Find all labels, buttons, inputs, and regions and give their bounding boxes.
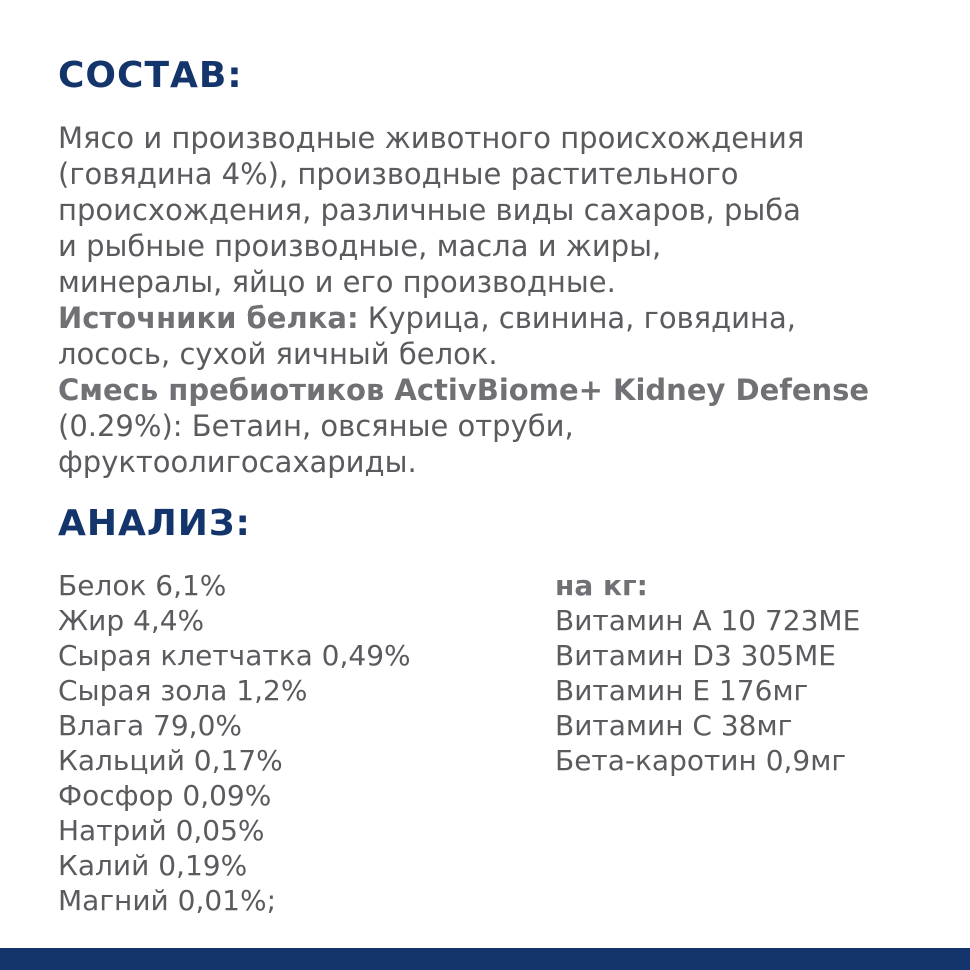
analysis-item: Натрий 0,05% bbox=[58, 814, 265, 847]
bottom-bar bbox=[0, 948, 970, 970]
analysis-heading: АНАЛИЗ: bbox=[58, 503, 251, 544]
composition-line: происхождения, различные виды сахаров, рыба bbox=[58, 193, 801, 227]
composition-line: минералы, яйцо и его производные. bbox=[58, 265, 616, 299]
prebiotics-line: (0.29%): Бетаин, овсяные отруби, bbox=[58, 409, 574, 443]
composition-heading: СОСТАВ: bbox=[58, 55, 243, 96]
prebiotics-line: фруктоолигосахариды. bbox=[58, 445, 417, 479]
vitamin-item: Бета-каротин 0,9мг bbox=[555, 744, 847, 777]
analysis-item: Белок 6,1% bbox=[58, 569, 227, 602]
protein-sources-label: Источники белка: bbox=[58, 301, 359, 335]
composition-line: Мясо и производные животного происхождения bbox=[58, 121, 805, 155]
prebiotics-label: Смесь пребиотиков ActivBiome+ Kidney Defense bbox=[58, 373, 870, 407]
analysis-item: Сырая клетчатка 0,49% bbox=[58, 639, 411, 672]
vitamin-item: Витамин А 10 723МЕ bbox=[555, 604, 861, 637]
analysis-item: Жир 4,4% bbox=[58, 604, 205, 637]
analysis-item: Кальций 0,17% bbox=[58, 744, 283, 777]
composition-text bbox=[58, 120, 948, 480]
analysis-item: Магний 0,01%; bbox=[58, 884, 277, 917]
analysis-item: Сырая зола 1,2% bbox=[58, 674, 308, 707]
composition-line: и рыбные производные, масла и жиры, bbox=[58, 229, 662, 263]
composition-line: (говядина 4%), производные растительного bbox=[58, 157, 739, 191]
vitamin-item: Витамин Е 176мг bbox=[555, 674, 809, 707]
per-kg-header: на кг: bbox=[555, 569, 648, 602]
protein-sources-text: Курица, свинина, говядина, bbox=[358, 301, 796, 335]
analysis-item: Фосфор 0,09% bbox=[58, 779, 272, 812]
analysis-item: Калий 0,19% bbox=[58, 849, 248, 882]
analysis-item: Влага 79,0% bbox=[58, 709, 242, 742]
protein-sources-line: лосось, сухой яичный белок. bbox=[58, 337, 498, 371]
analysis-list bbox=[58, 568, 411, 918]
vitamin-item: Витамин D3 305МЕ bbox=[555, 639, 836, 672]
vitamins-list bbox=[555, 568, 860, 778]
protein-sources-line bbox=[58, 300, 948, 336]
vitamin-item: Витамин С 38мг bbox=[555, 709, 793, 742]
